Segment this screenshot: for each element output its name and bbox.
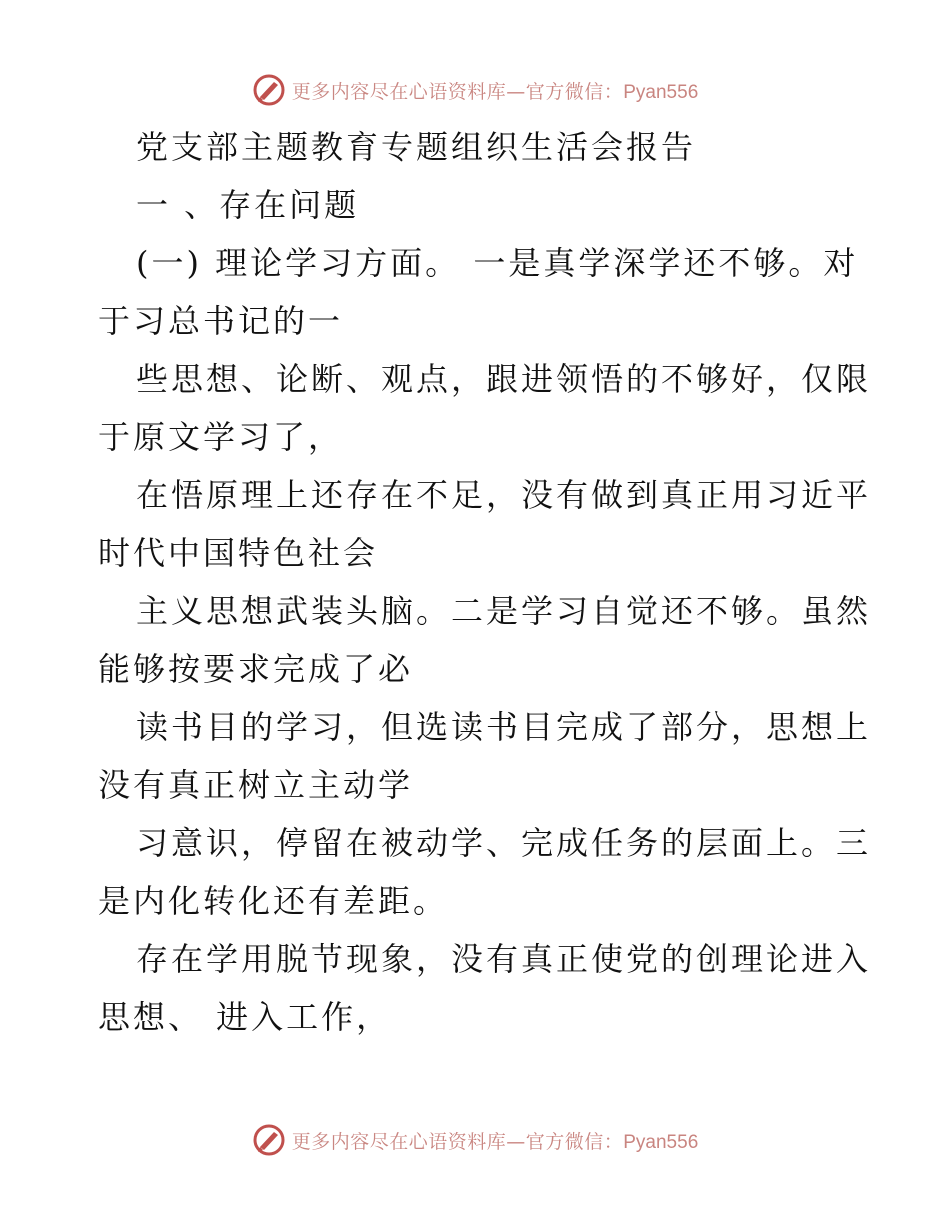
section-heading: 一 、存在问题 (136, 186, 360, 224)
watermark-text: 更多内容尽在心语资料库—官方微信：Pyan556 (291, 1130, 699, 1153)
paragraph-line: (一) 理论学习方面。 一是真学深学还不够。对 (136, 244, 859, 282)
pen-logo-icon (252, 1123, 286, 1157)
paragraph-line: 于习总书记的一 (98, 302, 344, 340)
paragraph-line: 没有真正树立主动学 (98, 766, 414, 804)
pen-logo-icon (252, 73, 286, 107)
paragraph-line: 能够按要求完成了必 (98, 650, 414, 688)
paragraph-line: 在悟原理上还存在不足，没有做到真正用习近平 (136, 476, 872, 514)
header-watermark (0, 68, 950, 112)
paragraph-line: 是内化转化还有差距。 (98, 882, 449, 920)
footer-watermark (0, 1118, 950, 1162)
document-title: 党支部主题教育专题组织生活会报告 (136, 128, 697, 166)
document-body (98, 118, 872, 1046)
paragraph-line: 主义思想武装头脑。二是学习自觉还不够。虽然 (136, 592, 872, 630)
paragraph-line: 些思想、论断、观点，跟进领悟的不够好，仅限 (136, 360, 872, 398)
watermark-text: 更多内容尽在心语资料库—官方微信：Pyan556 (291, 80, 699, 103)
paragraph-line: 读书目的学习，但选读书目完成了部分，思想上 (136, 708, 872, 746)
paragraph-line: 存在学用脱节现象，没有真正使党的创理论进入 (136, 940, 872, 978)
paragraph-line: 于原文学习了， (98, 418, 344, 456)
paragraph-line: 时代中国特色社会 (98, 534, 379, 572)
paragraph-line: 习意识，停留在被动学、完成任务的层面上。三 (136, 824, 872, 862)
paragraph-line: 思想、 进入工作， (98, 998, 392, 1036)
